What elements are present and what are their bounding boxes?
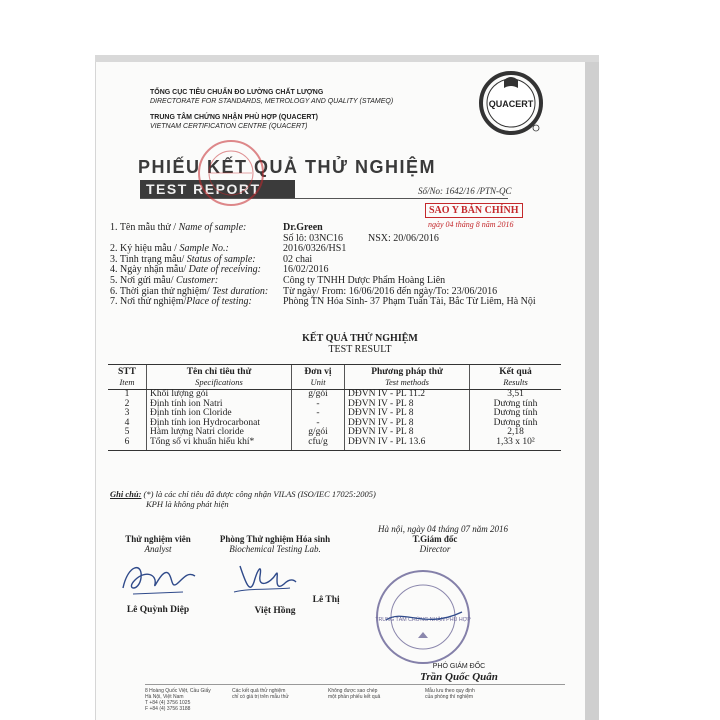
- certified-copy-stamp: SAO Y BẢN CHÍNH: [425, 203, 523, 218]
- cell-spec: Hàm lượng Natri cloride: [147, 428, 292, 438]
- footer-text: 8 Hoàng Quốc Việt, Cầu Giấy: [145, 688, 211, 694]
- cell-method: DĐVN IV - PL 13.6: [345, 438, 470, 450]
- footer-divider: [145, 684, 565, 685]
- notes-label: Ghi chú:: [110, 489, 142, 499]
- footer-text: một phần phiếu kết quả: [328, 694, 381, 700]
- footer-text: Hà Nội, Việt Nam: [145, 694, 184, 700]
- footer-text: Không được sao chép: [328, 688, 378, 694]
- cell-item: 4: [124, 417, 130, 428]
- test-duration: Từ ngày/ From: 16/06/2016 đến ngày/To: 23/06/2016: [283, 285, 498, 297]
- results-table: [108, 364, 561, 451]
- sample-number: 2016/0326/HS1: [283, 243, 347, 255]
- footer-address: [145, 688, 211, 712]
- cell-result: 2,18: [470, 428, 562, 438]
- cell-spec: Khối lượng gói: [147, 390, 292, 400]
- notes-line-1: (*) là các chỉ tiêu đã được công nhận VILAS (ISO/IEC 17025:2005): [143, 489, 376, 499]
- logo-text: QUACERT: [488, 99, 534, 109]
- footer-note-2: [328, 688, 380, 700]
- certified-copy-date: ngày 04 tháng 8 năm 2016: [428, 220, 514, 229]
- info-label-vn: 5. Nơi gửi mẫu/: [110, 274, 176, 286]
- footer-text: chỉ có giá trị trên mẫu thử: [232, 694, 289, 700]
- cell-item: 2: [124, 398, 130, 409]
- customer-name: Công ty TNHH Dược Phẩm Hoàng Liên: [283, 274, 446, 286]
- cell-method: DĐVN IV - PL 11.2: [345, 390, 470, 400]
- info-label-en: Status of sample:: [186, 253, 256, 265]
- info-label-en: Date of receiving:: [188, 264, 261, 276]
- info-label-en: Sample No.:: [179, 243, 229, 255]
- org-name-vn: TỔNG CỤC TIÊU CHUẨN ĐO LƯỜNG CHẤT LƯỢNG: [150, 89, 324, 96]
- manufacture-date: NSX: 20/06/2016: [368, 232, 439, 244]
- signer-name: Trần Quốc Quân: [420, 671, 498, 683]
- report-title-vn: PHIẾU KẾT QUẢ THỬ NGHIỆM: [138, 157, 436, 177]
- info-label-en: Test duration:: [212, 285, 269, 297]
- org-name-en: DIRECTORATE FOR STANDARDS, METROLOGY AND QUALITY (STAMEQ): [150, 98, 394, 105]
- sample-name: Dr.Green: [283, 222, 323, 233]
- col-header-spec: Tên chỉ tiêu thử Specifications: [147, 365, 292, 390]
- footer-note-3: [425, 688, 475, 700]
- cell-spec: Định tính ion Hydrocarbonat: [147, 419, 292, 429]
- signer-role-en: Biochemical Testing Lab.: [229, 544, 321, 554]
- col-header-method: Phương pháp thử Test methods: [345, 365, 470, 390]
- cell-item: 1: [124, 389, 130, 399]
- info-label-vn: 6. Thời gian thử nghiệm/: [110, 285, 213, 297]
- handwritten-signature-icon: [113, 554, 203, 602]
- cell-result: 1,33 x 10²: [470, 438, 562, 450]
- cell-item: 6: [108, 438, 147, 450]
- testing-place: Phòng TN Hóa Sinh- 37 Phạm Tuấn Tài, Bắc Từ Liêm, Hà Nội: [283, 296, 536, 308]
- cell-method: DĐVN IV - PL 8: [345, 419, 470, 429]
- cell-item: 5: [124, 427, 130, 438]
- info-label-vn: 1. Tên mẫu thử /: [110, 222, 179, 233]
- footer-note-1: [232, 688, 289, 700]
- results-title-vn: KẾT QUẢ THỬ NGHIỆM: [302, 333, 418, 344]
- info-label-vn: 3. Tình trạng mẫu/: [110, 253, 187, 265]
- footer-text: của phòng thí nghiệm: [425, 694, 474, 700]
- cell-spec: Định tính ion Natri: [147, 400, 292, 410]
- sample-status: 02 chai: [283, 253, 313, 265]
- cell-result: Dương tính: [470, 409, 562, 419]
- lot-number: Số lô: 03NC16: [283, 232, 344, 244]
- quacert-logo-icon: [478, 70, 544, 136]
- place-and-date: Hà nội, ngày 04 tháng 07 năm 2016: [378, 524, 508, 534]
- receiving-date: 16/02/2016: [283, 264, 329, 276]
- signature-lab: [210, 534, 340, 616]
- director-title: PHÓ GIÁM ĐỐC: [432, 663, 486, 670]
- info-label-vn: 2. Ký hiệu mẫu /: [110, 243, 180, 255]
- cell-unit: g/gói: [292, 428, 345, 438]
- notes-line-2: KPH là không phát hiện: [146, 499, 229, 509]
- signer-role: Thử nghiệm viên: [125, 534, 191, 544]
- cell-spec: Tổng số vi khuẩn hiếu khí*: [147, 438, 292, 450]
- col-header-result: Kết quả Results: [470, 365, 562, 390]
- signer-name: Lê Quỳnh Diệp: [126, 605, 190, 615]
- info-label-en: Name of sample:: [178, 222, 247, 233]
- signer-role-en: Director: [419, 544, 451, 554]
- footer-text: F +84 (4) 3756 3188: [145, 706, 191, 712]
- cell-result: Dương tính: [470, 419, 562, 429]
- cell-result: 3,51: [470, 390, 562, 400]
- table-header-row: [108, 365, 561, 390]
- footer-text: Các kết quả thử nghiệm: [232, 688, 286, 694]
- cell-spec: Định tính ion Cloride: [147, 409, 292, 419]
- cell-item: 3: [124, 408, 130, 419]
- signer-role-en: Analyst: [144, 544, 172, 554]
- signer-name: Lê Thị Việt Hồng: [254, 595, 340, 616]
- col-header-item: STT Item: [108, 365, 147, 390]
- report-title-en: TEST REPORT: [140, 180, 295, 198]
- cell-unit: -: [292, 419, 345, 429]
- cell-method: DĐVN IV - PL 8: [345, 409, 470, 419]
- signer-role: T.Giám đốc: [412, 534, 458, 544]
- table-row: [108, 438, 561, 450]
- issuer-header: [150, 88, 393, 131]
- cell-unit: -: [292, 400, 345, 410]
- cell-result: Dương tính: [470, 400, 562, 410]
- info-label-vn: 7. Nơi thử nghiệm/: [110, 296, 187, 308]
- info-label-en: Customer:: [175, 274, 219, 286]
- results-title-en: TEST RESULT: [328, 344, 392, 355]
- footer-text: T +84 (4) 3756 1025: [145, 700, 191, 706]
- signer-role: Phòng Thử nghiệm Hóa sinh: [219, 534, 331, 544]
- col-header-unit: Đơn vị Unit: [292, 365, 345, 390]
- signature-director: [395, 534, 475, 554]
- centre-name-en: VIETNAM CERTIFICATION CENTRE (QUACERT): [150, 123, 308, 130]
- cell-unit: cfu/g: [292, 438, 345, 450]
- seal-text: TRUNG TÂM CHỨNG NHẬN PHÙ HỢP: [375, 617, 471, 623]
- footer-text: Mẫu lưu theo quy định: [425, 688, 475, 694]
- cell-unit: g/gói: [292, 390, 345, 400]
- scan-edge-right: [585, 62, 599, 720]
- director-title-block: [404, 662, 514, 682]
- report-number: Số/No: 1642/16 /PTN-QC: [418, 186, 512, 196]
- certification-seal-icon: [374, 568, 472, 666]
- info-label-en: Place of testing:: [186, 296, 252, 308]
- cell-method: DĐVN IV - PL 8: [345, 428, 470, 438]
- cell-method: DĐVN IV - PL 8: [345, 400, 470, 410]
- centre-name-vn: TRUNG TÂM CHỨNG NHẬN PHÙ HỢP (QUACERT): [150, 114, 318, 121]
- handwritten-signature-icon: [210, 554, 310, 602]
- company-stamp-icon: [196, 138, 266, 208]
- info-label-vn: 4. Ngày nhận mẫu/: [110, 264, 189, 276]
- cell-unit: -: [292, 409, 345, 419]
- signature-analyst: [108, 534, 208, 615]
- notes: [110, 489, 376, 509]
